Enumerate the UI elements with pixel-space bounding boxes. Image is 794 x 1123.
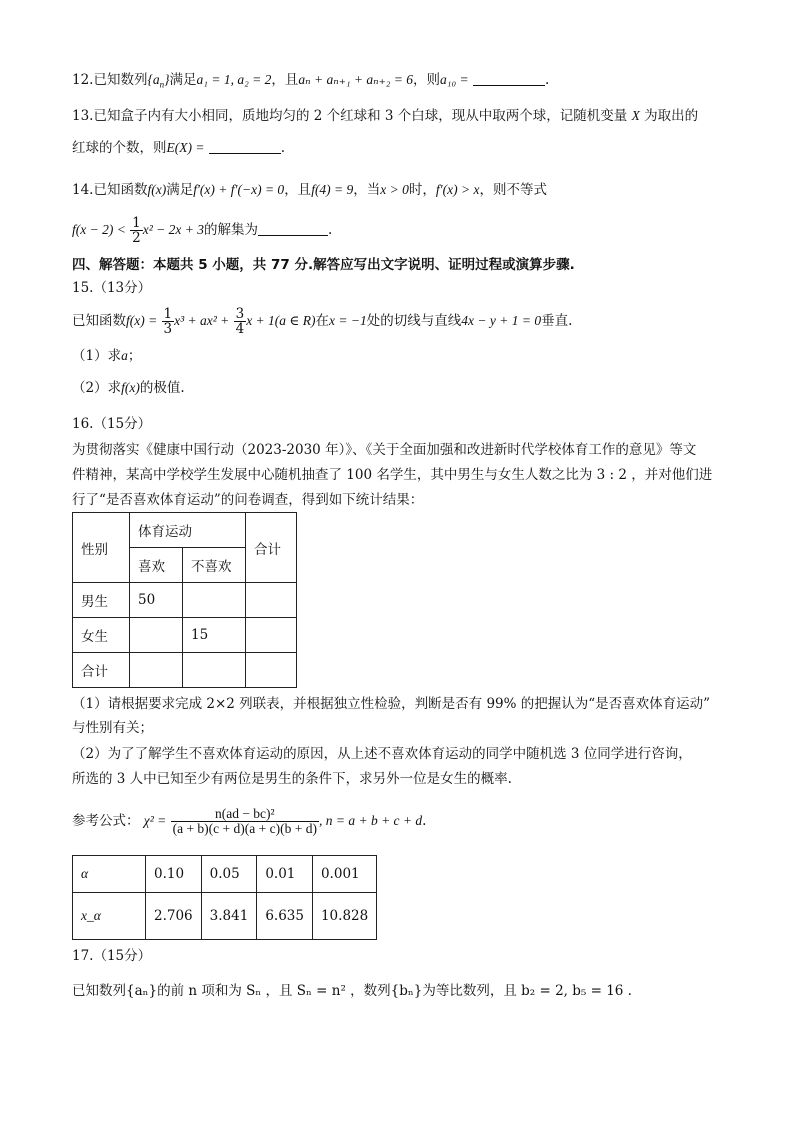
header-like: 喜欢 (130, 548, 183, 583)
table-row: 女生 15 (73, 618, 297, 653)
answer-blank (209, 139, 281, 154)
q15-stem: 已知函数f(x) = $\frac{1}{3}$ x³ + ax² + $\frac{3}{4}$ x + 1(a ∈ R)在x = −1处的切线与直线4x − y + 1 = 0垂直. (72, 306, 573, 337)
header-dislike: 不喜欢 (183, 548, 246, 583)
fraction: $\frac{1}{2}$ (132, 215, 141, 246)
q16-para: 为贯彻落实《健康中国行动（2023-2030 年）》、《关于全面加强和改进新时代学校体育工作的意见》等文 (72, 442, 697, 458)
q16-para: 行了“是否喜欢体育运动”的问卷调查，得到如下统计结果： (72, 492, 424, 508)
table-row: 男生 50 (73, 583, 297, 618)
header-sport: 体育运动 (130, 513, 246, 548)
answer-blank (473, 71, 545, 86)
table-row: x_α 2.706 3.841 6.635 10.828 (73, 893, 377, 940)
reference-formula: 参考公式： χ² = $\frac{\text{n(ad − bc)²}}{(a + b)(c + d)(a + c)(b + d)}$ , n = a + b + c + d. (72, 806, 427, 836)
q14-line2: f(x − 2) < $\frac{1}{2}$ x² − 2x + 3的解集为 . (72, 215, 333, 246)
header-total: 合计 (246, 513, 297, 583)
q16-part2: （2）为了了解学生不喜欢体育运动的原因，从上述不喜欢体育运动的同学中随机选 3 位同学进行咨询， (72, 746, 692, 762)
section-heading: 四、解答题：本题共 5 小题，共 77 分.解答应写出文字说明、证明过程或演算步骤. (72, 257, 575, 273)
q13-line2: 红球的个数，则E(X) = . (72, 140, 286, 156)
q16-part1: （1）请根据要求完成 2×2 列联表，并根据独立性检验，判断是否有 99% 的把握认为“是否喜欢体育运动” (72, 696, 711, 712)
q16-head: 16.（15分） (72, 416, 152, 432)
q16-para: 件精神，某高中学校学生发展中心随机抽查了 100 名学生，其中男生与女生人数之比为 3 : 2 ，并对他们进 (72, 467, 713, 483)
contingency-table (72, 512, 297, 688)
answer-blank (258, 221, 328, 236)
q15-part1: （1）求a； (72, 348, 142, 364)
table-row: 合计 (73, 653, 297, 688)
q14-line1: 14.已知函数f(x)满足f′(x) + f′(−x) = 0，且f(4) = 9，当x > 0时，f′(x) > x，则不等式 (72, 182, 547, 198)
q13-line1: 13.已知盒子内有大小相同，质地均匀的 2 个红球和 3 个白球，现从中取两个球，记随机变量 X 为取出的 (72, 108, 699, 124)
q15-head: 15.（13分） (72, 280, 152, 296)
table-row: α 0.10 0.05 0.01 0.001 (73, 856, 377, 893)
critical-value-table (72, 855, 377, 940)
q17-stem: 已知数列{aₙ}的前 n 项和为 Sₙ ，且 Sₙ = n² ，数列{bₙ}为等比数列，且 b₂ = 2, b₅ = 16 . (72, 983, 632, 999)
q12-seq: $\{a_n\}$ (147, 72, 170, 90)
header-gender: 性别 (73, 513, 130, 583)
q15-part2: （2）求f(x)的极值. (72, 380, 185, 396)
q16-part2: 所选的 3 人中已知至少有两位是男生的条件下，求另外一位是女生的概率. (72, 771, 512, 787)
q17-head: 17.（15分） (72, 948, 152, 964)
q16-part1: 与性别有关； (72, 720, 153, 736)
q12-line: 12.已知数列$\{a_n\}$满足a₁ = 1, a₂ = 2，且aₙ + aₙ₊₁ + aₙ₊₂ = 6，则a₁₀ = . (72, 72, 550, 90)
